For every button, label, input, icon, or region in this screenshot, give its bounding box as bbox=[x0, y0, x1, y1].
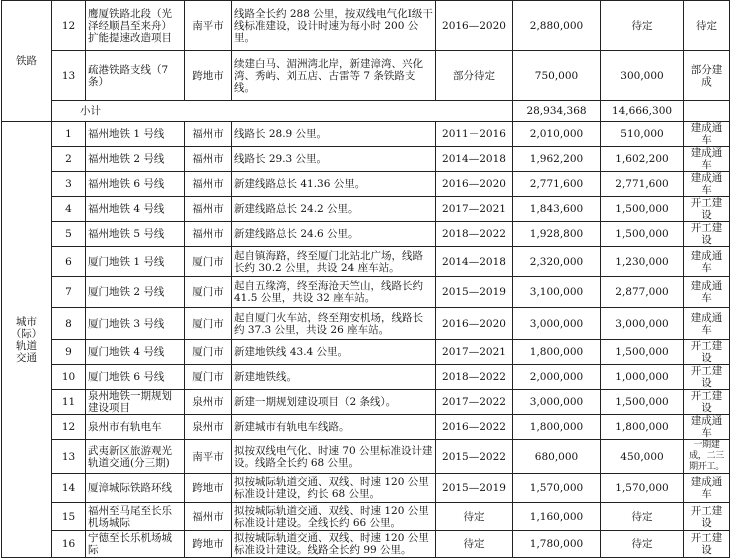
plan-investment: 2,771,600 bbox=[601, 172, 684, 197]
project-description: 新建一期规划建设项目（2 条线）。 bbox=[232, 390, 436, 415]
city: 南平市 bbox=[185, 1, 232, 51]
project-name: 福州地铁 6 号线 bbox=[86, 172, 185, 197]
plan-investment: 1,230,000 bbox=[601, 247, 684, 277]
plan-investment: 3,000,000 bbox=[601, 308, 684, 340]
period: 2017—2022 bbox=[436, 390, 513, 415]
table-row bbox=[2, 308, 730, 340]
city: 泉州市 bbox=[185, 415, 232, 440]
period: 部分待定 bbox=[436, 51, 513, 101]
total-investment: 3,000,000 bbox=[513, 308, 601, 340]
status: 建成通车 bbox=[684, 147, 730, 172]
row-number: 10 bbox=[52, 365, 86, 390]
project-name: 宁德至长乐机场城际 bbox=[86, 531, 185, 558]
total-investment: 3,000,000 bbox=[513, 390, 601, 415]
status: 建成通车 bbox=[684, 277, 730, 308]
period: 2014—2018 bbox=[436, 247, 513, 277]
plan-investment: 450,000 bbox=[601, 440, 684, 474]
period: 2018—2022 bbox=[436, 222, 513, 247]
total-investment: 750,000 bbox=[513, 51, 601, 101]
category-line: 城市 bbox=[16, 315, 37, 328]
empty-cell bbox=[684, 101, 730, 122]
total-investment: 1,962,200 bbox=[513, 147, 601, 172]
total-investment: 2,320,000 bbox=[513, 247, 601, 277]
status: 开工建设 bbox=[684, 531, 730, 558]
total-investment: 2,000,000 bbox=[513, 365, 601, 390]
project-description: 拟按城际轨道交通、双线、时速 120 公里标准设计建设，约长 68 公里。 bbox=[232, 474, 436, 503]
category-cell bbox=[2, 122, 52, 558]
project-name: 疏港铁路支线（7 条） bbox=[86, 51, 185, 101]
row-number: 7 bbox=[52, 277, 86, 308]
status: 开工建设 bbox=[684, 503, 730, 531]
row-number: 13 bbox=[52, 440, 86, 474]
table-row bbox=[2, 474, 730, 503]
plan-investment: 1,000,000 bbox=[601, 365, 684, 390]
city: 跨地市 bbox=[185, 474, 232, 503]
row-number: 1 bbox=[52, 122, 86, 147]
plan-investment: 1,500,000 bbox=[601, 197, 684, 222]
table-body bbox=[2, 1, 730, 558]
subtotal-label: 小计 bbox=[52, 101, 513, 122]
status: 一期建成，二三期开工。 bbox=[684, 440, 730, 474]
city: 福州市 bbox=[185, 197, 232, 222]
period: 2016—2020 bbox=[436, 308, 513, 340]
table-row bbox=[2, 365, 730, 390]
subtotal-row bbox=[2, 101, 730, 122]
status: 开工建设 bbox=[684, 197, 730, 222]
table-row bbox=[2, 147, 730, 172]
total-investment: 2,880,000 bbox=[513, 1, 601, 51]
project-name: 厦门地铁 4 号线 bbox=[86, 340, 185, 365]
project-name: 福州地铁 4 号线 bbox=[86, 197, 185, 222]
period: 2015—2022 bbox=[436, 440, 513, 474]
project-name: 厦门地铁 2 号线 bbox=[86, 277, 185, 308]
project-name: 福州地铁 1 号线 bbox=[86, 122, 185, 147]
total-investment: 2,010,000 bbox=[513, 122, 601, 147]
project-name: 鹰厦铁路北段（光泽经顺昌至来舟）扩能提速改造项目 bbox=[86, 1, 185, 51]
total-investment: 1,800,000 bbox=[513, 340, 601, 365]
subtotal-invest: 14,666,300 bbox=[601, 101, 684, 122]
row-number: 8 bbox=[52, 308, 86, 340]
city: 福州市 bbox=[185, 147, 232, 172]
table-row bbox=[2, 222, 730, 247]
project-name: 福州地铁 5 号线 bbox=[86, 222, 185, 247]
city: 福州市 bbox=[185, 503, 232, 531]
plan-investment: 2,877,000 bbox=[601, 277, 684, 308]
city: 南平市 bbox=[185, 440, 232, 474]
plan-investment: 待定 bbox=[601, 503, 684, 531]
table-row bbox=[2, 415, 730, 440]
project-description: 线路全长约 288 公里，按双线电气化Ⅰ级干线标准建设，设计时速为每小时 200 公里。 bbox=[232, 1, 436, 51]
table-row bbox=[2, 247, 730, 277]
plan-investment: 300,000 bbox=[601, 51, 684, 101]
period: 2016—2020 bbox=[436, 1, 513, 51]
total-investment: 3,100,000 bbox=[513, 277, 601, 308]
row-number: 6 bbox=[52, 247, 86, 277]
project-description: 起自五缘湾，终至海沧天竺山，线路长约 41.5 公里，共设 32 座车站。 bbox=[232, 277, 436, 308]
row-number: 14 bbox=[52, 474, 86, 503]
period: 2015—2019 bbox=[436, 277, 513, 308]
row-number: 13 bbox=[52, 51, 86, 101]
city: 厦门市 bbox=[185, 340, 232, 365]
city: 厦门市 bbox=[185, 365, 232, 390]
project-description: 线路长 29.3 公里。 bbox=[232, 147, 436, 172]
plan-investment: 1,500,000 bbox=[601, 340, 684, 365]
project-description: 新建地铁线 43.4 公里。 bbox=[232, 340, 436, 365]
status: 开工建设 bbox=[684, 222, 730, 247]
table-row bbox=[2, 172, 730, 197]
project-description: 起自厦门火车站，终至翔安机场，线路长约 37.3 公里，共设 26 座车站。 bbox=[232, 308, 436, 340]
row-number: 9 bbox=[52, 340, 86, 365]
project-name: 泉州市有轨电车 bbox=[86, 415, 185, 440]
status: 建成通车 bbox=[684, 122, 730, 147]
plan-investment: 待定 bbox=[601, 531, 684, 558]
plan-investment: 1,500,000 bbox=[601, 390, 684, 415]
project-description: 续建白马、湄洲湾北岸，新建漳湾、兴化湾、秀屿、刘五店、古雷等 7 条铁路支线。 bbox=[232, 51, 436, 101]
city: 厦门市 bbox=[185, 247, 232, 277]
plan-investment: 1,800,000 bbox=[601, 415, 684, 440]
status: 待定 bbox=[684, 1, 730, 51]
project-name: 厦门地铁 3 号线 bbox=[86, 308, 185, 340]
total-investment: 1,843,600 bbox=[513, 197, 601, 222]
city: 厦门市 bbox=[185, 277, 232, 308]
city: 厦门市 bbox=[185, 308, 232, 340]
period: 2016—2020 bbox=[436, 172, 513, 197]
table-row bbox=[2, 197, 730, 222]
row-number: 12 bbox=[52, 415, 86, 440]
category-line: 轨道 bbox=[16, 339, 37, 352]
row-number: 2 bbox=[52, 147, 86, 172]
project-description: 新建城市有轨电车线路。 bbox=[232, 415, 436, 440]
status: 开工建设 bbox=[684, 340, 730, 365]
project-description: 拟按双线电气化、时速 70 公里标准设计建设。线路全长约 68 公里。 bbox=[232, 440, 436, 474]
total-investment: 1,160,000 bbox=[513, 503, 601, 531]
city: 泉州市 bbox=[185, 390, 232, 415]
project-description: 拟按城际轨道交通、双线、时速 120 公里标准设计建设。线路全长约 99 公里。 bbox=[232, 531, 436, 558]
total-investment: 1,800,000 bbox=[513, 415, 601, 440]
period: 2011－2016 bbox=[436, 122, 513, 147]
period: 2018—2022 bbox=[436, 365, 513, 390]
status: 建成通车 bbox=[684, 474, 730, 503]
city: 福州市 bbox=[185, 222, 232, 247]
project-name: 厦门地铁 1 号线 bbox=[86, 247, 185, 277]
table-row bbox=[2, 122, 730, 147]
row-number: 11 bbox=[52, 390, 86, 415]
plan-investment: 1,500,000 bbox=[601, 222, 684, 247]
row-number: 16 bbox=[52, 531, 86, 558]
row-number: 3 bbox=[52, 172, 86, 197]
table-row bbox=[2, 390, 730, 415]
period: 待定 bbox=[436, 531, 513, 558]
table-row bbox=[2, 1, 730, 51]
status: 建成通车 bbox=[684, 415, 730, 440]
category-line: （际） bbox=[10, 327, 43, 340]
status: 建成通车 bbox=[684, 247, 730, 277]
period: 2014—2018 bbox=[436, 147, 513, 172]
city: 福州市 bbox=[185, 172, 232, 197]
plan-investment: 待定 bbox=[601, 1, 684, 51]
status: 部分建成 bbox=[684, 51, 730, 101]
category-cell: 铁路 bbox=[2, 1, 52, 122]
project-name: 厦门地铁 6 号线 bbox=[86, 365, 185, 390]
row-number: 4 bbox=[52, 197, 86, 222]
table-row bbox=[2, 340, 730, 365]
period: 2017—2021 bbox=[436, 340, 513, 365]
total-investment: 1,780,000 bbox=[513, 531, 601, 558]
city: 跨地市 bbox=[185, 51, 232, 101]
plan-investment: 510,000 bbox=[601, 122, 684, 147]
project-name: 武夷新区旅游观光轨道交通(分三期) bbox=[86, 440, 185, 474]
project-description: 新建线路总长 41.36 公里。 bbox=[232, 172, 436, 197]
project-table bbox=[1, 0, 730, 558]
period: 2016—2022 bbox=[436, 415, 513, 440]
period: 2017—2021 bbox=[436, 197, 513, 222]
row-number: 15 bbox=[52, 503, 86, 531]
project-name: 福州至马尾至长乐机场城际 bbox=[86, 503, 185, 531]
table-row bbox=[2, 51, 730, 101]
total-investment: 2,771,600 bbox=[513, 172, 601, 197]
total-investment: 680,000 bbox=[513, 440, 601, 474]
plan-investment: 1,570,000 bbox=[601, 474, 684, 503]
project-name: 泉州地铁一期规划建设项目 bbox=[86, 390, 185, 415]
subtotal-total: 28,934,368 bbox=[513, 101, 601, 122]
project-description: 新建地铁线。 bbox=[232, 365, 436, 390]
city: 福州市 bbox=[185, 122, 232, 147]
status: 开工建设 bbox=[684, 365, 730, 390]
project-name: 厦漳城际铁路环线 bbox=[86, 474, 185, 503]
city: 跨地市 bbox=[185, 531, 232, 558]
project-description: 线路长 28.9 公里。 bbox=[232, 122, 436, 147]
row-number: 5 bbox=[52, 222, 86, 247]
period: 2015—2019 bbox=[436, 474, 513, 503]
plan-investment: 1,602,200 bbox=[601, 147, 684, 172]
project-description: 新建线路总长 24.6 公里。 bbox=[232, 222, 436, 247]
project-description: 新建线路总长 24.2 公里。 bbox=[232, 197, 436, 222]
project-name: 福州地铁 2 号线 bbox=[86, 147, 185, 172]
row-number: 12 bbox=[52, 1, 86, 51]
status: 建成通车 bbox=[684, 172, 730, 197]
table-row bbox=[2, 440, 730, 474]
project-description: 拟按城际轨道交通、双线、时速 120 公里标准设计建设。全线长约 66 公里。 bbox=[232, 503, 436, 531]
category-line: 交通 bbox=[16, 351, 37, 364]
status: 开工建设 bbox=[684, 390, 730, 415]
table-row bbox=[2, 531, 730, 558]
project-description: 起自镇海路，终至厦门北站北广场，线路长约 30.2 公里，共设 24 座车站。 bbox=[232, 247, 436, 277]
total-investment: 1,570,000 bbox=[513, 474, 601, 503]
table-row bbox=[2, 277, 730, 308]
status: 建成通车 bbox=[684, 308, 730, 340]
total-investment: 1,928,800 bbox=[513, 222, 601, 247]
period: 待定 bbox=[436, 503, 513, 531]
